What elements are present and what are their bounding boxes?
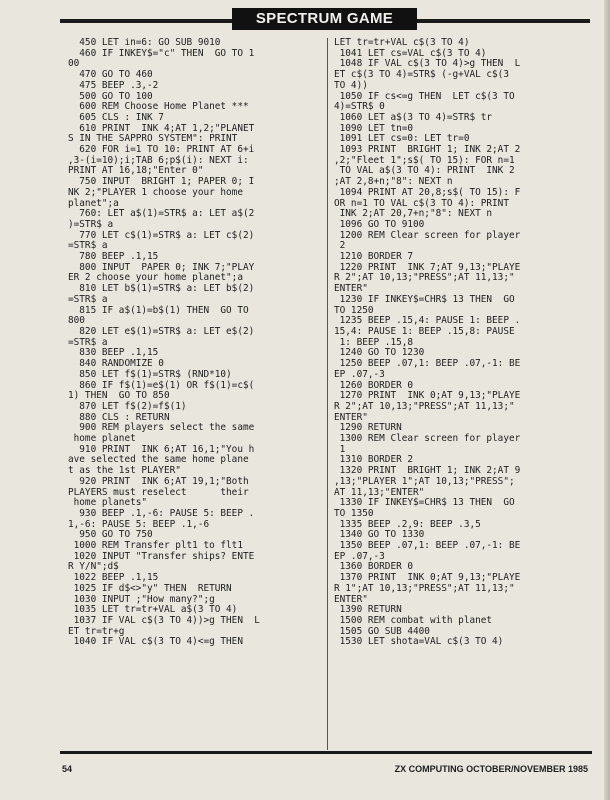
- code-line: 1505 GO SUB 4400: [334, 625, 430, 637]
- code-line: 15,4: PAUSE 1: BEEP .15,8: PAUSE: [334, 325, 515, 337]
- code-line: 1340 GO TO 1330: [334, 529, 425, 541]
- code-line: 470 GO TO 460: [68, 69, 153, 81]
- code-line: R 1";AT 10,13;"PRESS";AT 11,13;": [334, 582, 515, 594]
- code-line: 475 BEEP .3,-2: [68, 79, 159, 91]
- code-line: 1: BEEP .15,8: [334, 336, 414, 348]
- code-line: NK 2;"PLAYER 1 choose your home: [68, 186, 243, 198]
- code-line: 1093 PRINT BRIGHT 1; INK 2;AT 2: [334, 144, 521, 156]
- code-line: home planets": [68, 497, 148, 509]
- code-line: 1200 REM Clear screen for player: [334, 229, 521, 241]
- code-line: 930 BEEP .1,-6: PAUSE 5: BEEP .: [68, 507, 255, 519]
- code-line: 780 BEEP .1,15: [68, 251, 159, 263]
- code-line: 610 PRINT INK 4;AT 1,2;"PLANET: [68, 122, 255, 134]
- code-line: ET tr=tr+g: [68, 625, 125, 637]
- code-line: ave selected the same home plane: [68, 454, 249, 466]
- code-line: 1020 INPUT "Transfer ships? ENTE: [68, 550, 255, 562]
- code-line: 1250 BEEP .07,1: BEEP .07,-1: BE: [334, 358, 521, 370]
- code-line: OR n=1 TO VAL c$(3 TO 4): PRINT: [334, 197, 509, 209]
- code-line: AT 11,13;"ENTER": [334, 486, 425, 498]
- footer-rule: [60, 751, 592, 754]
- code-line: INK 2;AT 20,7+n;"8": NEXT n: [334, 208, 493, 220]
- code-line: 620 FOR i=1 TO 10: PRINT AT 6+i: [68, 144, 255, 156]
- code-line: 1025 IF d$<>"y" THEN RETURN: [68, 582, 232, 594]
- code-line: ENTER": [334, 593, 368, 605]
- code-line: TO 1350: [334, 507, 374, 519]
- code-line: 800: [68, 315, 85, 327]
- code-line: )=STR$ a: [68, 218, 114, 230]
- code-line: TO 1250: [334, 304, 374, 316]
- code-line: 00: [68, 58, 80, 70]
- code-line: 1335 BEEP .2,9: BEEP .3,5: [334, 518, 481, 530]
- code-line: 1040 IF VAL c$(3 TO 4)<=g THEN: [68, 636, 243, 648]
- code-line: 1230 IF INKEY$=CHR$ 13 THEN GO: [334, 293, 515, 305]
- code-line: S IN THE SAPPRO SYSTEM": PRINT: [68, 133, 238, 145]
- code-line: EP .07,-3: [334, 550, 385, 562]
- code-line: 1235 BEEP .15,4: PAUSE 1: BEEP .: [334, 315, 521, 327]
- code-line: 800 INPUT PAPER 0; INK 7;"PLAY: [68, 261, 255, 273]
- code-line: 750 INPUT BRIGHT 1; PAPER 0; I: [68, 176, 255, 188]
- code-line: ;AT 2,8+n;"8": NEXT n: [334, 176, 453, 188]
- column-divider: [327, 38, 328, 750]
- section-header: SPECTRUM GAME: [232, 8, 417, 30]
- code-line: 900 REM players select the same: [68, 422, 255, 434]
- code-line: =STR$ a: [68, 293, 108, 305]
- code-line: home planet: [68, 433, 136, 445]
- code-line: R Y/N";d$: [68, 561, 119, 573]
- code-line: 880 CLS : RETURN: [68, 411, 170, 423]
- code-line: 1094 PRINT AT 20,8;s$( TO 15): F: [334, 186, 521, 198]
- code-line: 1500 REM combat with planet: [334, 614, 493, 626]
- code-line: =STR$ a: [68, 240, 108, 252]
- code-line: 1240 GO TO 1230: [334, 347, 425, 359]
- code-line: 1290 RETURN: [334, 422, 402, 434]
- code-line: 1220 PRINT INK 7;AT 9,13;"PLAYE: [334, 261, 521, 273]
- code-line: planet";a: [68, 197, 119, 209]
- code-line: 1,-6: PAUSE 5: BEEP .1,-6: [68, 518, 210, 530]
- code-line: ER 2 choose your home planet";a: [68, 272, 243, 284]
- code-line: 870 LET f$(2)=f$(1): [68, 400, 187, 412]
- code-line: 2: [334, 240, 346, 252]
- code-line: 1260 BORDER 0: [334, 379, 414, 391]
- code-line: TO 4)): [334, 79, 368, 91]
- code-line: =STR$ a: [68, 336, 108, 348]
- listing-column-left: [68, 38, 323, 748]
- code-line: 1370 PRINT INK 0;AT 9,13;"PLAYE: [334, 572, 521, 584]
- code-line: 815 IF a$(1)=b$(1) THEN GO TO: [68, 304, 249, 316]
- code-line: 920 PRINT INK 6;AT 19,1;"Both: [68, 475, 249, 487]
- code-line: 1) THEN GO TO 850: [68, 390, 170, 402]
- code-line: 1030 INPUT ;"How many?";g: [68, 593, 215, 605]
- code-line: 450 LET in=6: GO SUB 9010: [68, 38, 221, 48]
- code-line: ET c$(3 TO 4)=STR$ (-g+VAL c$(3: [334, 69, 509, 81]
- code-line: 600 REM Choose Home Planet ***: [68, 101, 249, 113]
- code-line: 1390 RETURN: [334, 604, 402, 616]
- code-line: 1050 IF cs<=g THEN LET c$(3 TO: [334, 90, 515, 102]
- code-line: 950 GO TO 750: [68, 529, 153, 541]
- page-edge: [604, 0, 610, 800]
- code-line: 4)=STR$ 0: [334, 101, 385, 113]
- code-line: 1: [334, 443, 346, 455]
- code-line: 760: LET a$(1)=STR$ a: LET a$(2: [68, 208, 255, 220]
- code-line: ,13;"PLAYER 1";AT 10,13;"PRESS";: [334, 475, 515, 487]
- code-line: 1270 PRINT INK 0;AT 9,13;"PLAYE: [334, 390, 521, 402]
- code-line: ENTER": [334, 283, 368, 295]
- code-line: 1330 IF INKEY$=CHR$ 13 THEN GO: [334, 497, 515, 509]
- page-number: 54: [62, 764, 73, 774]
- code-line: 1310 BORDER 2: [334, 454, 414, 466]
- magazine-footer: ZX COMPUTING OCTOBER/NOVEMBER 1985: [394, 764, 588, 774]
- code-line: LET tr=tr+VAL c$(3 TO 4): [334, 38, 470, 48]
- code-line: ENTER": [334, 411, 368, 423]
- code-line: 820 LET e$(1)=STR$ a: LET e$(2): [68, 325, 255, 337]
- code-line: 850 LET f$(1)=STR$ (RND*10): [68, 368, 232, 380]
- code-line: TO VAL a$(3 TO 4): PRINT INK 2: [334, 165, 515, 177]
- code-line: 1060 LET a$(3 TO 4)=STR$ tr: [334, 111, 493, 123]
- code-line: R 2";AT 10,13;"PRESS";AT 11,13;": [334, 272, 515, 284]
- code-line: t as the 1st PLAYER": [68, 465, 181, 477]
- code-line: 605 CLS : INK 7: [68, 111, 164, 123]
- code-line: ,3-(i=10);i;TAB 6;p$(i): NEXT i:: [68, 154, 249, 166]
- code-line: 1530 LET shota=VAL c$(3 TO 4): [334, 636, 504, 648]
- code-line: 1320 PRINT BRIGHT 1; INK 2;AT 9: [334, 465, 521, 477]
- code-line: 460 IF INKEY$="c" THEN GO TO 1: [68, 47, 255, 59]
- code-line: 830 BEEP .1,15: [68, 347, 159, 359]
- code-line: R 2";AT 10,13;"PRESS";AT 11,13;": [334, 400, 515, 412]
- code-line: PRINT AT 16,18;"Enter 0": [68, 165, 204, 177]
- code-line: 1210 BORDER 7: [334, 251, 414, 263]
- code-line: 500 GO TO 100: [68, 90, 153, 102]
- code-line: 770 LET c$(1)=STR$ a: LET c$(2): [68, 229, 255, 241]
- code-line: 1096 GO TO 9100: [334, 218, 425, 230]
- code-line: 840 RANDOMIZE 0: [68, 358, 164, 370]
- code-line: 1035 LET tr=tr+VAL a$(3 TO 4): [68, 604, 238, 616]
- code-line: 860 IF f$(1)=e$(1) OR f$(1)=c$(: [68, 379, 255, 391]
- code-line: 1091 LET cs=0: LET tr=0: [334, 133, 470, 145]
- code-line: EP .07,-3: [334, 368, 385, 380]
- code-line: 1048 IF VAL c$(3 TO 4)>g THEN L: [334, 58, 521, 70]
- code-line: 1041 LET cs=VAL c$(3 TO 4): [334, 47, 487, 59]
- code-line: 1090 LET tn=0: [334, 122, 414, 134]
- code-line: 1300 REM Clear screen for player: [334, 433, 521, 445]
- code-line: 1022 BEEP .1,15: [68, 572, 159, 584]
- code-line: 1360 BORDER 0: [334, 561, 414, 573]
- listing-column-right: [334, 38, 589, 748]
- code-line: 1037 IF VAL c$(3 TO 4))>g THEN L: [68, 614, 260, 626]
- code-line: 810 LET b$(1)=STR$ a: LET b$(2): [68, 283, 255, 295]
- code-line: ,2;"Fleet 1";s$( TO 15): FOR n=1: [334, 154, 515, 166]
- code-line: 1350 BEEP .07,1: BEEP .07,-1: BE: [334, 540, 521, 552]
- code-line: 910 PRINT INK 6;AT 16,1;"You h: [68, 443, 255, 455]
- code-line: 1000 REM Transfer plt1 to flt1: [68, 540, 243, 552]
- code-line: PLAYERS must reselect their: [68, 486, 249, 498]
